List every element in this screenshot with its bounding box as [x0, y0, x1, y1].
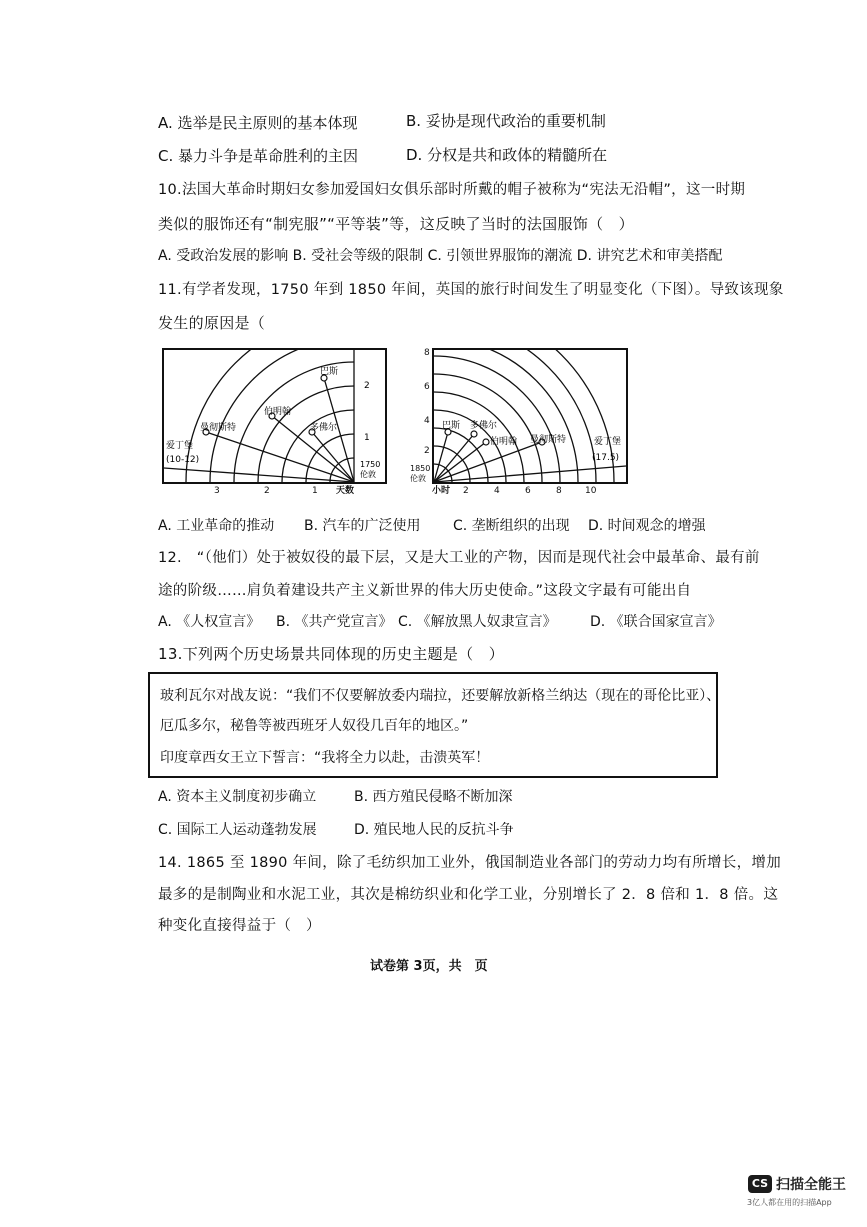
q10-options: A. 受政治发展的影响 B. 受社会等级的限制 C. 引领世界服饰的潮流 D. 讲究艺术和审美搭配	[158, 248, 723, 264]
chart1750-x-unit: 天数	[336, 486, 355, 496]
q9-option-b: B. 妥协是现代政治的重要机制	[406, 112, 606, 130]
travel-chart-1850	[432, 348, 628, 484]
q12-option-b: B. 《共产党宣言》	[276, 614, 393, 630]
q13-option-b: B. 西方殖民侵略不断加深	[354, 789, 513, 805]
q13-option-a: A. 资本主义制度初步确立	[158, 789, 317, 805]
chart1750-xtick-3: 3	[214, 486, 220, 496]
q11-stem-line1: 11.有学者发现，1750 年到 1850 年间，英国的旅行时间发生了明显变化（下图）。导致该现象	[158, 282, 784, 298]
q13-option-d: D. 殖民地人民的反抗斗争	[354, 822, 514, 838]
chart1850-edge-label: 爱丁堡	[594, 437, 622, 447]
chart1850-ytick-2: 2	[424, 446, 430, 456]
chart1850-xtick-4: 4	[494, 486, 500, 496]
chart1750-ytick-1: 1	[364, 433, 370, 443]
q12-option-a: A. 《人权宣言》	[158, 614, 261, 630]
chart1750-ytick-2: 2	[364, 381, 370, 391]
chart1850-label-birmingham: 伯明翰	[490, 437, 518, 447]
chart1850-x-unit: 小时	[432, 486, 451, 496]
chart1850-label-manchester: 曼彻斯特	[530, 435, 567, 445]
q13-quote-box	[148, 672, 721, 778]
q13-quote-line1: 玻利瓦尔对战友说：“我们不仅要解放委内瑞拉，还要解放新格兰纳达（现在的哥伦比亚）、	[160, 688, 721, 704]
camscanner-logo-icon: CS	[748, 1175, 772, 1193]
chart1750-corner-year: 1750	[360, 460, 381, 469]
q11-option-c: C. 垄断组织的出现	[453, 518, 570, 534]
chart1850-ytick-8: 8	[424, 348, 430, 358]
q11-option-d: D. 时间观念的增强	[588, 518, 706, 534]
chart1750-edge-value: (10-12)	[166, 455, 200, 465]
q12-option-c: C. 《解放黑人奴隶宣言》	[398, 614, 557, 630]
watermark-tagline: 3亿人都在用的扫描App	[747, 1198, 832, 1207]
chart1850-corner-city: 伦敦	[410, 474, 426, 483]
page-footer: 试卷第 3页，共 页	[370, 959, 488, 974]
q13-stem: 13.下列两个历史场景共同体现的历史主题是（ ）	[158, 645, 505, 663]
q12-stem-line1: 12. “（他们）处于被奴役的最下层，又是大工业的产物，因而是现代社会中最革命、最有前	[158, 550, 760, 566]
q13-quote-line3: 印度章西女王立下誓言：“我将全力以赴，击溃英军！	[160, 750, 490, 766]
q9-option-c: C. 暴力斗争是革命胜利的主因	[158, 147, 359, 165]
q11-option-b: B. 汽车的广泛使用	[304, 518, 421, 534]
chart1850-label-dover: 多佛尔	[470, 421, 498, 431]
q9-option-a: A. 选举是民主原则的基本体现	[158, 114, 358, 132]
q11-option-a: A. 工业革命的推动	[158, 518, 275, 534]
q11-stem-line2: 发生的原因是（	[158, 314, 266, 332]
chart1750-edge-label: 爱丁堡	[166, 441, 194, 451]
chart1750-xtick-2: 2	[264, 486, 270, 496]
chart1750-label-manchester: 曼彻斯特	[200, 423, 237, 433]
q12-option-d: D. 《联合国家宣言》	[590, 614, 722, 630]
chart1750-xtick-1: 1	[312, 486, 318, 496]
chart1750-label-dover: 多佛尔	[310, 423, 338, 433]
chart1850-ytick-6: 6	[424, 382, 430, 392]
travel-chart-1750	[162, 348, 387, 484]
chart1750-corner-city: 伦敦	[360, 470, 376, 479]
chart1850-corner-year: 1850	[410, 464, 431, 473]
q10-stem-line2: 类似的服饰还有“制宪服”“平等装”等，这反映了当时的法国服饰（ ）	[158, 215, 634, 233]
chart1850-label-bath: 巴斯	[442, 421, 461, 431]
q14-stem-line2: 最多的是制陶业和水泥工业，其次是棉纺织业和化学工业，分别增长了 2．8 倍和 1．8 倍。这	[158, 887, 779, 903]
q13-quote-line2: 厄瓜多尔，秘鲁等被西班牙人奴役几百年的地区。”	[160, 718, 469, 734]
chart1850-ytick-4: 4	[424, 416, 430, 426]
travel-chart-1850-svg	[434, 350, 626, 482]
q14-stem-line3: 种变化直接得益于（ ）	[158, 918, 321, 934]
watermark-name: 扫描全能王	[776, 1177, 846, 1193]
chart1750-label-birmingham: 伯明翰	[264, 407, 292, 417]
chart1850-xtick-2: 2	[463, 486, 469, 496]
q14-stem-line1: 14. 1865 至 1890 年间，除了毛纺织加工业外，俄国制造业各部门的劳动力均有所增长，增加	[158, 855, 781, 871]
q13-option-c: C. 国际工人运动蓬勃发展	[158, 822, 317, 838]
chart1850-xtick-10: 10	[585, 486, 597, 496]
q10-stem-line1: 10.法国大革命时期妇女参加爱国妇女俱乐部时所戴的帽子被称为“宪法无沿帽”，这一时期	[158, 182, 746, 198]
chart1850-xtick-8: 8	[556, 486, 562, 496]
q9-option-d: D. 分权是共和政体的精髓所在	[406, 146, 608, 164]
chart1850-xtick-6: 6	[525, 486, 531, 496]
chart1750-label-bath: 巴斯	[320, 367, 339, 377]
chart1850-edge-value: (17.5)	[592, 453, 620, 463]
q12-stem-line2: 途的阶级……肩负着建设共产主义新世界的伟大历史使命。”这段文字最有可能出自	[158, 583, 692, 599]
travel-chart-1750-svg	[164, 350, 385, 482]
